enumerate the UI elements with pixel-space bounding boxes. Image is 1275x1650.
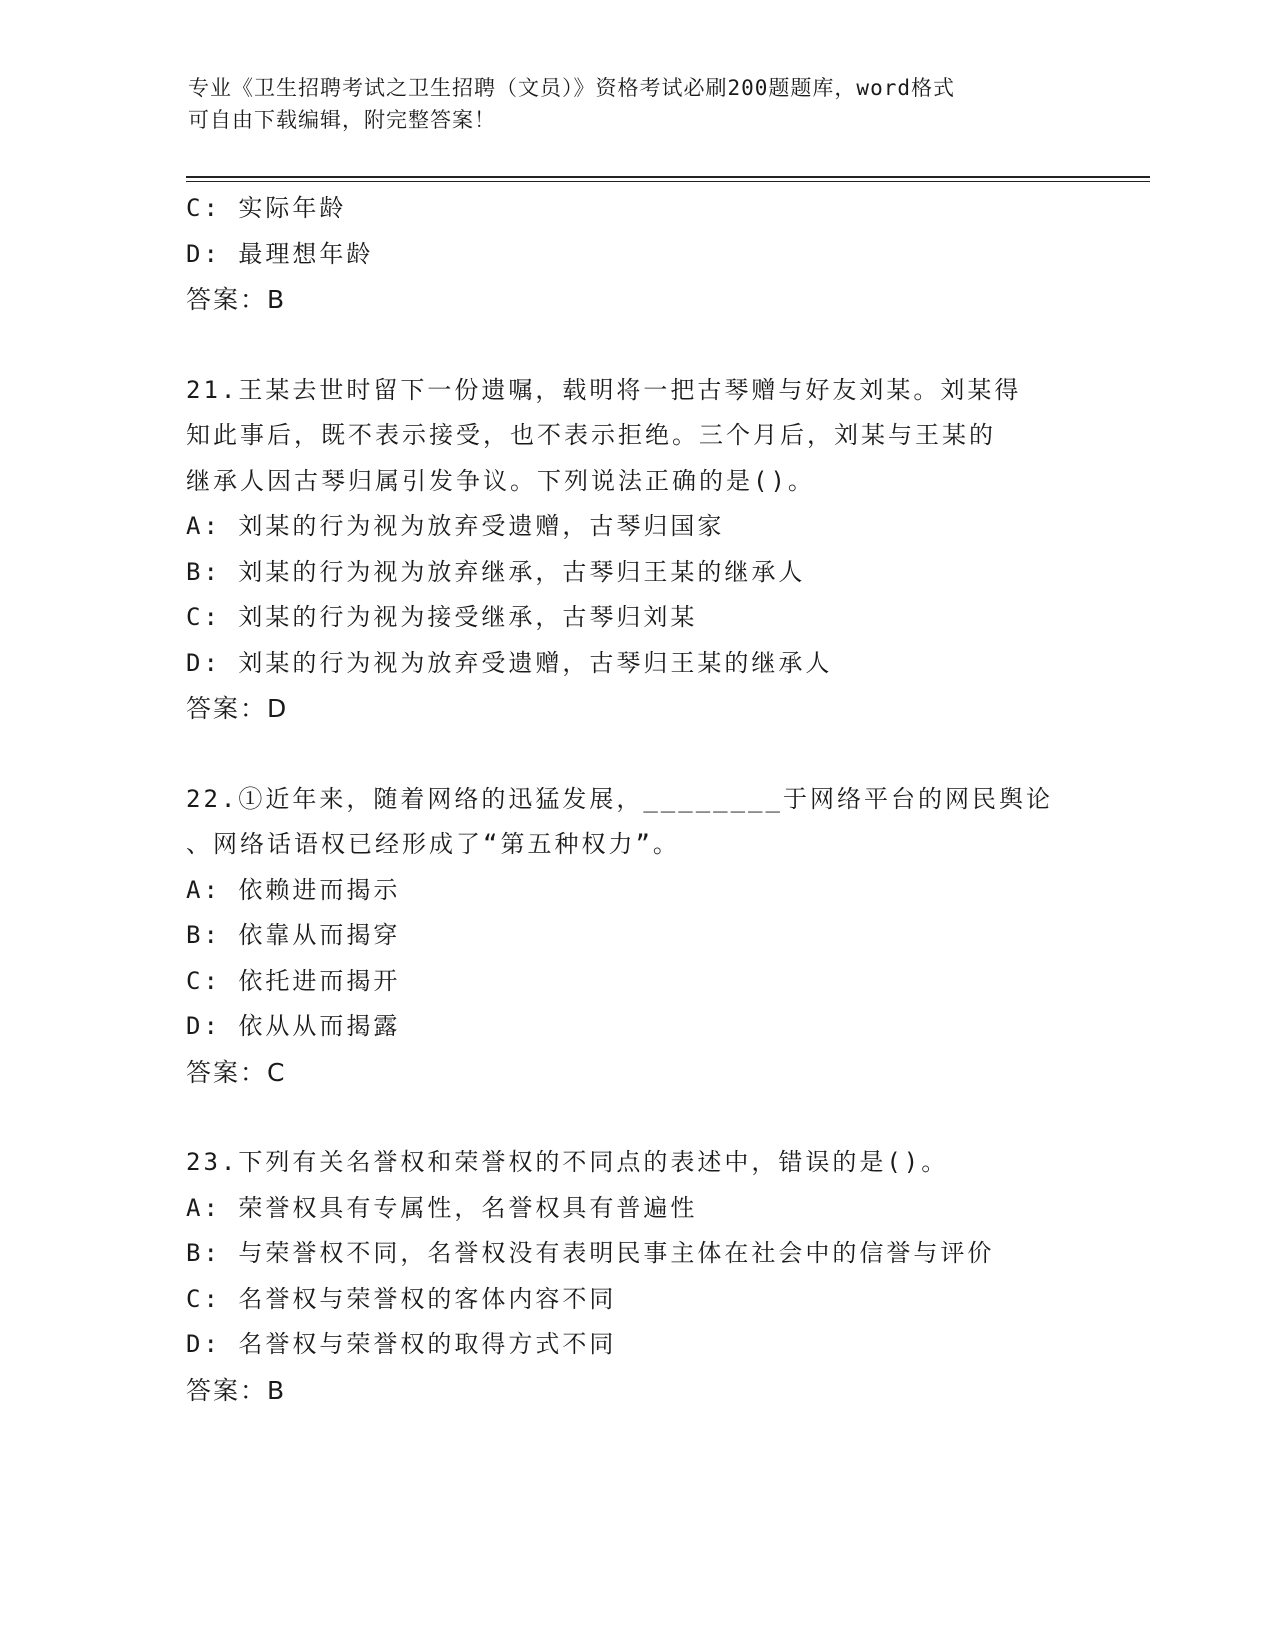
answer-line: 答案：B: [186, 285, 287, 314]
option-d: D: 名誉权与荣誉权的取得方式不同: [186, 1330, 617, 1358]
option-b: B: 依靠从而揭穿: [186, 921, 401, 949]
option-d: D: 最理想年龄: [186, 239, 374, 268]
answer-line: 答案：D: [186, 694, 289, 723]
question-stem-line: 知此事后，既不表示接受，也不表示拒绝。三个月后，刘某与王某的: [186, 421, 996, 449]
spacer: [186, 732, 1086, 777]
answer-line: 答案：C: [186, 1057, 287, 1087]
option-c: C: 依托进而揭开: [186, 966, 401, 995]
option-a: A: 刘某的行为视为放弃受遗赠，古琴归国家: [186, 512, 725, 540]
question-stem-line: 21.王某去世时留下一份遗嘱，载明将一把古琴赠与好友刘某。刘某得: [186, 375, 1022, 404]
document-header: [188, 72, 1088, 136]
option-a: A: 依赖进而揭示: [186, 875, 401, 904]
header-line-2: 可自由下载编辑，附完整答案！: [188, 108, 496, 132]
header-divider-thin: [186, 181, 1150, 182]
option-d: D: 刘某的行为视为放弃受遗赠，古琴归王某的继承人: [186, 648, 833, 677]
header-line-1: 专业《卫生招聘考试之卫生招聘（文员）》资格考试必刷200题题库，word格式: [188, 76, 955, 100]
option-b: B: 刘某的行为视为放弃继承，古琴归王某的继承人: [186, 557, 806, 586]
spacer: [186, 1095, 1086, 1140]
question-stem-line: 继承人因古琴归属引发争议。下列说法正确的是()。: [186, 466, 815, 495]
option-c: C: 刘某的行为视为接受继承，古琴归刘某: [186, 603, 698, 631]
answer-line: 答案：B: [186, 1375, 287, 1405]
option-c: C: 名誉权与荣誉权的客体内容不同: [186, 1284, 617, 1313]
question-20-continued: [186, 186, 1086, 323]
option-c: C: 实际年龄: [186, 194, 347, 222]
option-a: A: 荣誉权具有专属性，名誉权具有普遍性: [186, 1193, 698, 1222]
question-stem-line: 22.①近年来，随着网络的迅猛发展，________于网络平台的网民舆论: [186, 784, 1053, 813]
question-stem-line: 23.下列有关名誉权和荣誉权的不同点的表述中，错误的是()。: [186, 1148, 949, 1176]
question-stem-line: 、网络话语权已经形成了“第五种权力”。: [186, 830, 680, 858]
question-23: [186, 1140, 1086, 1413]
spacer: [186, 323, 1086, 368]
header-divider-thick: [186, 176, 1150, 178]
document-body: [186, 186, 1086, 1413]
option-d: D: 依从从而揭露: [186, 1012, 401, 1040]
question-22: [186, 777, 1086, 1096]
option-b: B: 与荣誉权不同，名誉权没有表明民事主体在社会中的信誉与评价: [186, 1239, 995, 1267]
question-21: [186, 368, 1086, 732]
